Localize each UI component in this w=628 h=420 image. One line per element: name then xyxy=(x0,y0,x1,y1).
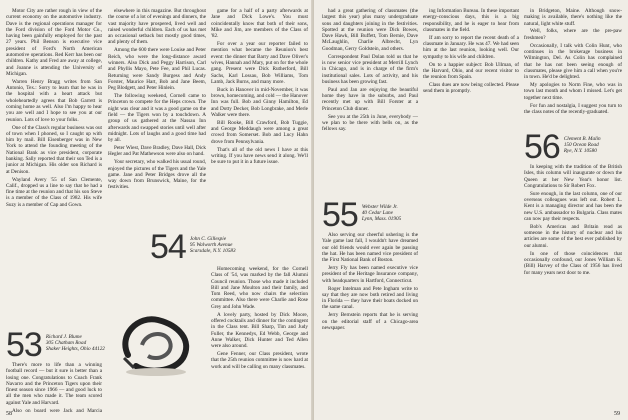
paragraph: Occasionally, I talk with Colin Hunt, who continues in the brokerage business in Wilmington, Del. As Colin has complained that he has not been seeing enough of classmates, please give him a call when you're in town. He'd be delighted. xyxy=(524,42,622,81)
address-line: 305 Chatham Road xyxy=(45,340,87,347)
class-year-heading-53 xyxy=(6,326,106,364)
paragraph: had a great gathering of classmates (the largest this year) plus many undergraduate sons and daughters joining in the festivities. Spotted at the reunion were Dick Bowes, Dave Hawk, Bill Buffett, Tom Bernie, Dave McLaughlin, Charlie Albrecht, Lyn Goodman, Gerry Goldstein, and others. xyxy=(322,8,418,52)
paragraph: If am sorry to report the recent death of a classmate in January. He was 47. We had seen him at the last reunion, looking well. Our sympathy to his wife and children. xyxy=(423,34,519,60)
paragraph: That's all of the old news I have at this writing. If you have news send it along. We'll be sure to put it in a future issue. xyxy=(211,146,308,166)
paragraph: Also on board were Jack and Marcia xyxy=(12,407,102,412)
address-line: 95 Walworth Avenue xyxy=(189,242,233,249)
right-column-3-bottom xyxy=(524,164,622,412)
class-secretary-address xyxy=(362,200,401,223)
right-column-1-bottom xyxy=(322,232,418,412)
paragraph: ing Information Bureau. In these important energy-conscious days, this is a big responsibility, and he is eager to hear from classmates in the field. xyxy=(423,8,519,33)
left-column-1-bottom xyxy=(6,362,102,412)
class-year-number: 55 xyxy=(322,196,358,234)
paragraph: Among the 600 there were Louise and Peter Reich, who were the long-distance award winners. Also Dick and Peggy Harrison, Carl and Phyllis Mayo, Pete Fee, and Phil Lucas. Returning were Sandy Burgess and Andy Forster, Maurice Hart, Bob and Jane Beem, Peg Blodgett, and Peter Hinlein. xyxy=(108,47,206,92)
class-secretary-address xyxy=(564,132,601,155)
paragraph: A lovely party, hosted by Dick Moore, offered cocktails and dinner for the contingent in the Class tent. Bill Sharp, Tim and Judy Fuller, the Kennedys, Ed Webb, George and Anne Walker, Dick Hunter and Ted Allen were also around. xyxy=(211,311,308,350)
paragraph: Paul and Jan are enjoying the beautiful home they have in the suburbs, and Paul recently met up with Bill Forster at a Princeton Club dinner. xyxy=(322,86,418,112)
address-line: 150 Ocean Road xyxy=(563,142,599,149)
paragraph: Your secretary, who walked his usual round, enjoyed the pictures of the Tigers and the Yale game. Jane and Peter Bridges drove all the way down from Brunswick, Maine, for the festivities. xyxy=(108,159,206,191)
paragraph: game for a half of a party afterwards at Jane and Dick Lowe's. You must coincidentally know that both of their sons, Mike and Jim, are members of the Class of '82. xyxy=(211,8,308,40)
paragraph: Roger Intelman and Pete Ingham write to say that they are now both retired and living in Florida — they have their boats docked on the same canal. xyxy=(322,285,418,311)
class-year-heading-54 xyxy=(150,228,310,266)
paragraph: On to a happier subject: Bob Ullman, of the Harvard, Ohio, and our recent visitor to the reunion from Spain. xyxy=(423,61,519,81)
secretary-name: Richard J. Blume xyxy=(45,334,82,340)
paragraph: There's more to life than a winning football record — but it sure is better than a losing one. Congratulations to Coach Frank Navarro and the Princeton Tigers upon their finest season since 1966 — and good luck to all the men who made it. The team scored against Yale and Harvard. xyxy=(6,362,102,406)
paragraph: In keeping with the tradition of the British Isles, this column will inaugurate or down the Queen at her New Year's honor list. Congratulations to Sir Robert Fox. xyxy=(524,164,622,189)
right-page xyxy=(314,0,628,420)
paragraph: Homecoming weekend, for the Cornell Class of '54, was marked by the fall Alumni Council reunion. Those who made it included Bill and Jane Moulton and their family, and Tom Reed, who now chairs the selection committee. Also there were Charlie and Rose Grey and John Wade. xyxy=(211,266,308,310)
class-year-heading-56 xyxy=(524,128,624,166)
paragraph: Motor City are rather rough in view of the current economy on the automotive industry. Dave is the regional operations manager for the Ford division of the Ford Motor Co., having been gainfully employed for the past 27 years. Phil Benson is executive vice president of Ford's North American automotive operations. Red Kerr has been our children. Kathy and Fred are away at college, and Joanne is attending the University of Michigan. xyxy=(6,8,102,77)
paragraph: Peter Wiest, Dave Bradley, Dave Hall, Dick Hegler and Pat Mathewson were also on hand. xyxy=(108,145,206,158)
page-number: 58 xyxy=(6,411,12,417)
secretary-name: Clement B. Malin xyxy=(563,136,601,142)
paragraph: For fun and nostalgia, I suggest you turn to the class notes of the recently-graduated. xyxy=(524,102,622,115)
paragraph: Also serving our cheerful ushering is the Yale game last fall, I wouldn't have dreamed our old friends would ever again be passing the hat. He has been named vice president of the First National Bank of Boston. xyxy=(322,232,418,264)
address-line: Scarsdale, N.Y. 10583 xyxy=(189,248,236,255)
paragraph: Buck in Hanover in mid-November, it was brown, homecoming, and cold — the Hanover Inn was full. Bob and Ginny Hamilton, Ed and Dotty Decker, Bob Longbrake, and Merle Walker were there. xyxy=(211,86,308,118)
left-column-3 xyxy=(211,8,308,236)
class-year-number: 53 xyxy=(6,326,42,364)
address-line: Lynn, Mass. 01905 xyxy=(361,216,402,223)
paragraph: Sure enough, in the last column, one of our overseas colleagues was left out. Robert L. Kent is a managing director and has been the new U.S. ambassador to Bulgaria. Class mates can now pay their respects. xyxy=(524,190,622,222)
paragraph: Well, folks, where are the pre-paw freshmen? xyxy=(524,28,622,41)
paragraph: Bob's Americas and Britain read as someone in the history of nuclear and his articles are some of the best ever published by our alumni. xyxy=(524,223,622,249)
secretary-name: Webster Wilde Jr. xyxy=(361,204,398,210)
page-number: 59 xyxy=(614,411,620,417)
right-column-3 xyxy=(524,8,622,128)
sculpture-photo xyxy=(108,300,202,380)
class-secretary-address xyxy=(190,232,236,255)
class-year-number: 54 xyxy=(150,228,186,266)
secretary-name: John C. Gillespie xyxy=(189,236,226,242)
paragraph: Wayland Avery '55 of San Clemente, Calif., dropped us a line to say that he had a fine time at the reunion and that his son Steve is a member of the Class of 1982. His wife Suzy is a member of Cap and Gown. xyxy=(6,176,102,208)
paragraph: Correspondent Paul Dolan told us that he is now senior vice president at Merrill Lynch in Chicago, and is in charge of the firm's institutional sales. Lots of activity, and his business has been growing fast. xyxy=(322,53,418,85)
paragraph: Warren Henry Bragg writes from San Antonio, Tex.: Sorry to learn that he was in the hospital with a heart attack but wholeheartedly agrees that Bob Garrett is coming home as well. Also I'm happy to hear you are well and I hope to see you at our reunion. Lots of love to your folks. xyxy=(6,78,102,123)
paragraph: In one of those coincidences that occasionally confound, our Jones William K. (Bill) Harvey of the Class of 1956 has lived for many years next door to me. xyxy=(524,250,622,276)
left-column-1 xyxy=(6,8,102,236)
address-line: Shaker Heights, Ohio 44122 xyxy=(45,346,105,353)
paragraph: Bill Rooke, Bill Crawford, Bob Tuggie, and George Meddaugh were among a great crowd from Somerset. Bob and Lucy Hahn drove from Pennsylvania. xyxy=(211,119,308,145)
class-secretary-address xyxy=(46,330,105,353)
right-column-1 xyxy=(322,8,418,204)
paragraph: Jerry Fly has been named executive vice president of the Heritage Insurance company, with headquarters in Hartford, Connecticut. xyxy=(322,265,418,284)
right-column-2 xyxy=(423,8,519,412)
paragraph: One of the Class's regular business was out of town when I phoned, so I caught up with him by mail. Bill Eisenberger was in New York to attend the founding meeting of the National Bank as vice president, corporate banking. Sally reported that their son Ted is a junior at Michigan. His older son Richard is at Denison. xyxy=(6,124,102,175)
paragraph: Class dues are now being collected. Please send them in promptly. xyxy=(423,82,519,95)
address-line: Rye, N.Y. 10580 xyxy=(563,148,597,155)
paragraph: Jerry Bernstein reports that he is serving on the editorial staff of a Chicago-area newspaper. xyxy=(322,312,418,331)
class-year-number: 56 xyxy=(524,128,560,166)
paragraph: My apologies to Norm Fine, who was in town last month and whom I missed. Let's get together next time. xyxy=(524,82,622,101)
paragraph: elsewhere in this magazine. But throughout the course of a lot of evenings and dinners, the vast majority have prospered, lived well and raised wonderful children. Each of us has met an occasional setback but mostly good times, and plenty of them. xyxy=(108,8,206,46)
address-line: 40 Cedar Lane xyxy=(361,210,393,217)
paragraph: Gene Fenner, our Class president, wrote that the 25th reunion committee is now hard at work and will be calling on many classmates. xyxy=(211,351,308,370)
left-column-3-bottom xyxy=(211,266,308,412)
paragraph: The following weekend, Cornell came to Princeton to compete for the Heps crown. The night was clear and it was a good game on the field — the Tigers won by a touchdown. A group of us gathered at the Nassau Inn afterwards and swapped stories until well after midnight. Lots of laughs and a good time had by all. xyxy=(108,93,206,144)
paragraph: See you at the 25th in June, everybody — we plan to be there with bells on, as the fellows say. xyxy=(322,113,418,133)
paragraph: For over a year our reporter failed to mention what became the Reunion's best event: the dinner that Barry and Dave Oliver's wives, Hannah and Mary, put on for the whole gang. Present were Dick Rutherford, Bill Sachs, Karl Lossau, Bob Williams, Tom Lamb, Jack Burns, and many more. xyxy=(211,41,308,85)
paragraph: in Bridgeton, Maine. Although snow-making is available, there's nothing like the natural, light white stuff. xyxy=(524,8,622,27)
